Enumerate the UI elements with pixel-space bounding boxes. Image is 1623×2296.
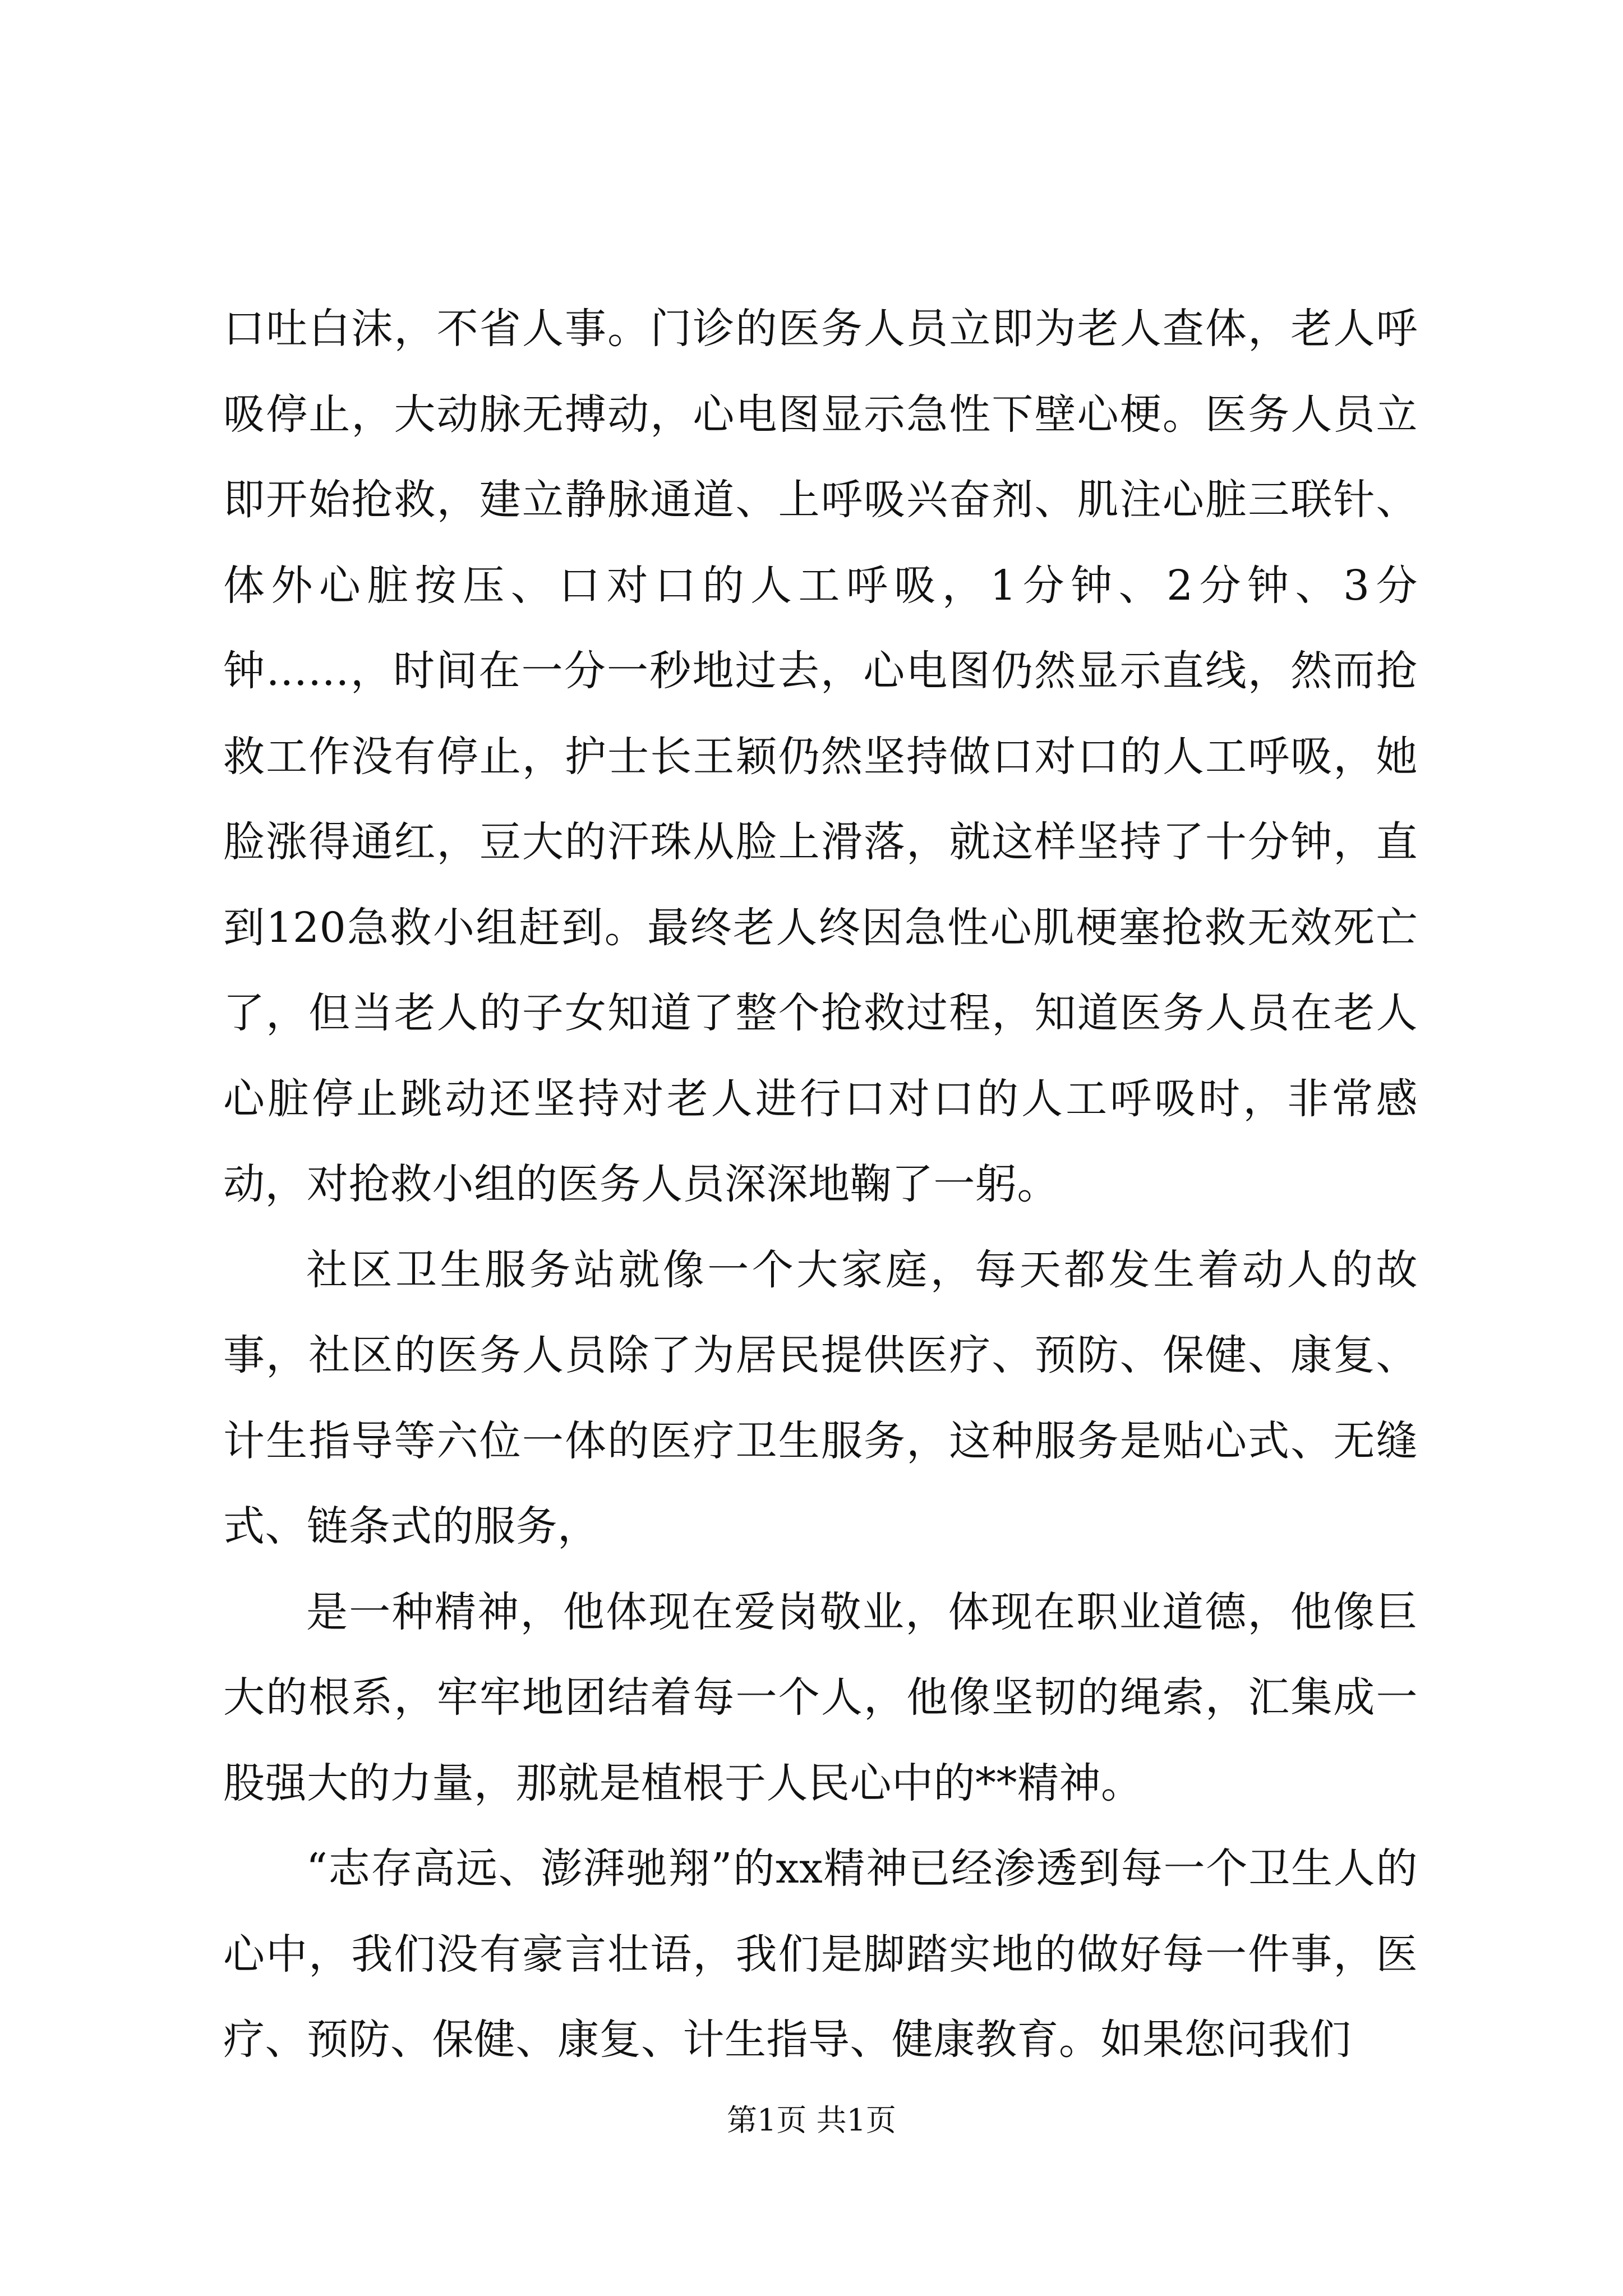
page-number-footer: 第1页 共1页 [727,2102,896,2138]
paragraph-community-station: 社区卫生服务站就像一个大家庭，每天都发生着动人的故事，社区的医务人员除了为居民提供医疗、预防、保健、康复、计生指导等六位一体的医疗卫生服务，这种服务是贴心式、无缝式、链条式的服务， [223,1245,1418,1550]
paragraph-spirit: 是一种精神，他体现在爱岗敬业，体现在职业道德，他像巨大的根系，牢牢地团结着每一个人，他像坚韧的绳索，汇集成一股强大的力量，那就是植根于人民心中的**精神。 [223,1588,1418,1807]
paragraph-rescue-story: 口吐白沫，不省人事。门诊的医务人员立即为老人查体，老人呼吸停止，大动脉无搏动，心电图显示急性下壁心梗。医务人员立即开始抢救，建立静脉通道、上呼吸兴奋剂、肌注心脏三联针、体外心脏按压、口对口的人工呼吸，1分钟、2分钟、3分钟……，时间在一分一秒地过去，心电图仍然显示直线，然而抢救工作没有停止，护士长王颖仍然坚持做口对口的人工呼吸，她脸涨得通红，豆大的汗珠从脸上滑落，就这样坚持了十分钟，直到120急救小组赶到。最终老人终因急性心肌梗塞抢救无效死亡了，但当老人的子女知道了整个抢救过程，知道医务人员在老人心脏停止跳动还坚持对老人进行口对口的人工呼吸时，非常感动，对抢救小组的医务人员深深地鞠了一躬。 [223,305,1418,1208]
paragraph-xx-spirit: “志存高远、澎湃驰翔”的xx精神已经渗透到每一个卫生人的心中，我们没有豪言壮语，我们是脚踏实地的做好每一件事，医疗、预防、保健、康复、计生指导、健康教育。如果您问我们 [223,1844,1418,2064]
document-body [223,286,1418,2083]
